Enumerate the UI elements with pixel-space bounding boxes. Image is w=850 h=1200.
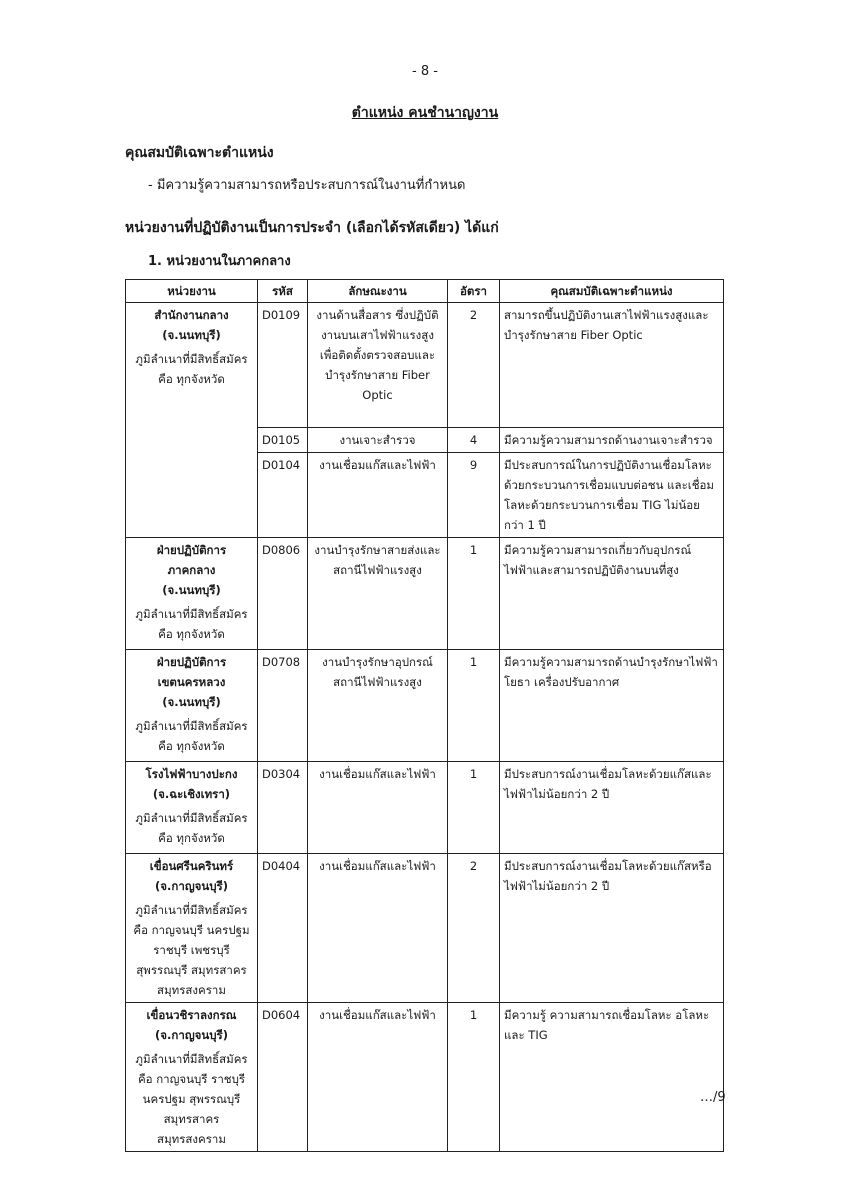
table-row [126, 1003, 724, 1152]
qualification-cell: มีประสบการณ์งานเชื่อมโลหะด้วยแก๊สและไฟฟ้าไม่น้อยกว่า 2 ปี [500, 762, 724, 854]
unit-eligibility-note: ภูมิลำเนาที่มีสิทธิ์สมัคร คือ ทุกจังหวัด [135, 719, 248, 753]
task-cell: งานเชื่อมแก๊สและไฟฟ้า [308, 854, 448, 1003]
unit-name-line: เขื่อนศรีนครินทร์ [149, 859, 234, 873]
code-cell: D0104 [258, 453, 308, 538]
task-cell: งานเจาะสำรวจ [308, 428, 448, 453]
qualification-cell: มีความรู้ ความสามารถเชื่อมโลหะ อโลหะ และ TIG [500, 1003, 724, 1152]
qualification-cell: มีความรู้ความสามารถด้านงานเจาะสำรวจ [500, 428, 724, 453]
qualification-cell: มีประสบการณ์ในการปฏิบัติงานเชื่อมโลหะด้วยกระบวนการเชื่อมแบบต่อชน และเชื่อมโลหะด้วยกระบวนการเชื่อม TIG ไม่น้อยกว่า 1 ปี [500, 453, 724, 538]
unit-province-line: (จ.นนทบุรี) [162, 328, 221, 342]
section-units-title: หน่วยงานที่ปฏิบัติงานเป็นการประจำ (เลือกได้รหัสเดียว) ได้แก่ [125, 220, 499, 236]
table-row [126, 303, 724, 428]
task-cell: งานบำรุงรักษาอุปกรณ์สถานีไฟฟ้าแรงสูง [308, 650, 448, 762]
unit-eligibility-note: ภูมิลำเนาที่มีสิทธิ์สมัคร คือ ทุกจังหวัด [135, 607, 248, 641]
rate-cell: 1 [448, 538, 500, 650]
qualification-bullet: - มีความรู้ความสามารถหรือประสบการณ์ในงานที่กำหนด [148, 178, 466, 193]
unit-eligibility-note: ภูมิลำเนาที่มีสิทธิ์สมัคร คือ กาญจนบุรี ราชบุรี นครปฐม สุพรรณบุรี สมุทรสาคร สมุทรสงคราม [135, 1052, 248, 1146]
task-cell: งานเชื่อมแก๊สและไฟฟ้า [308, 453, 448, 538]
unit-province-line: (จ.ฉะเชิงเทรา) [152, 787, 231, 801]
header-task: ลักษณะงาน [308, 280, 448, 303]
table-row [126, 650, 724, 762]
unit-name-line: สำนักงานกลาง [154, 308, 229, 322]
jobs-table [125, 279, 724, 1152]
rate-cell: 2 [448, 303, 500, 428]
unit-name-line: เขื่อนวชิราลงกรณ [146, 1008, 237, 1022]
position-heading: ตำแหน่ง คนชำนาญงาน [351, 105, 499, 121]
unit-province-line: (จ.นนทบุรี) [162, 695, 221, 709]
task-cell: งานบำรุงรักษาสายส่งและสถานีไฟฟ้าแรงสูง [308, 538, 448, 650]
unit-cell [126, 1003, 258, 1152]
table-row [126, 762, 724, 854]
page-number: - 8 - [412, 64, 438, 79]
header-unit: หน่วยงาน [126, 280, 258, 303]
unit-cell [126, 650, 258, 762]
rate-cell: 1 [448, 1003, 500, 1152]
next-page-marker: …/9 [700, 1090, 726, 1105]
table-header-row [126, 280, 724, 303]
section-qualifications-title: คุณสมบัติเฉพาะตำแหน่ง [125, 145, 274, 161]
unit-eligibility-note: ภูมิลำเนาที่มีสิทธิ์สมัคร คือ กาญจนบุรี นครปฐม ราชบุรี เพชรบุรี สุพรรณบุรี สมุทรสาคร สมุทรสงคราม [133, 903, 250, 997]
task-cell: งานเชื่อมแก๊สและไฟฟ้า [308, 1003, 448, 1152]
unit-cell [126, 854, 258, 1003]
code-cell: D0105 [258, 428, 308, 453]
rate-cell: 2 [448, 854, 500, 1003]
task-cell: งานเชื่อมแก๊สและไฟฟ้า [308, 762, 448, 854]
header-rate: อัตรา [448, 280, 500, 303]
unit-region-line: ภาคกลาง [167, 563, 216, 577]
code-cell: D0708 [258, 650, 308, 762]
unit-name-line: ฝ่ายปฏิบัติการ [156, 655, 227, 669]
unit-name-line: ฝ่ายปฏิบัติการ [156, 543, 227, 557]
qualification-cell: มีความรู้ความสามารถเกี่ยวกับอุปกรณ์ไฟฟ้าและสามารถปฏิบัติงานบนที่สูง [500, 538, 724, 650]
header-code: รหัส [258, 280, 308, 303]
code-cell: D0109 [258, 303, 308, 428]
unit-eligibility-note: ภูมิลำเนาที่มีสิทธิ์สมัคร คือ ทุกจังหวัด [135, 811, 248, 845]
header-qualification: คุณสมบัติเฉพาะตำแหน่ง [500, 280, 724, 303]
table-row [126, 538, 724, 650]
unit-cell [126, 538, 258, 650]
rate-cell: 4 [448, 428, 500, 453]
task-cell: งานด้านสื่อสาร ซึ่งปฏิบัติงานบนเสาไฟฟ้าแรงสูงเพื่อติดตั้งตรวจสอบและบำรุงรักษาสาย Fiber Optic [308, 303, 448, 428]
code-cell: D0806 [258, 538, 308, 650]
unit-cell [126, 762, 258, 854]
unit-eligibility-note: ภูมิลำเนาที่มีสิทธิ์สมัคร คือ ทุกจังหวัด [135, 352, 248, 386]
unit-province-line: (จ.กาญจนบุรี) [155, 879, 228, 893]
rate-cell: 1 [448, 762, 500, 854]
unit-region-line: เขตนครหลวง [157, 675, 226, 689]
qualification-cell: มีความรู้ความสามารถด้านบำรุงรักษาไฟฟ้าโยธา เครื่องปรับอากาศ [500, 650, 724, 762]
code-cell: D0404 [258, 854, 308, 1003]
qualification-cell: สามารถขึ้นปฏิบัติงานเสาไฟฟ้าแรงสูงและบำรุงรักษาสาย Fiber Optic [500, 303, 724, 428]
table-row [126, 854, 724, 1003]
unit-cell [126, 303, 258, 538]
unit-province-line: (จ.นนทบุรี) [162, 583, 221, 597]
rate-cell: 1 [448, 650, 500, 762]
unit-name-line: โรงไฟฟ้าบางปะกง [145, 767, 238, 781]
subsection-central-region: 1. หน่วยงานในภาคกลาง [148, 254, 291, 269]
code-cell: D0304 [258, 762, 308, 854]
qualification-cell: มีประสบการณ์งานเชื่อมโลหะด้วยแก๊สหรือไฟฟ้าไม่น้อยกว่า 2 ปี [500, 854, 724, 1003]
unit-province-line: (จ.กาญจนบุรี) [155, 1028, 228, 1042]
code-cell: D0604 [258, 1003, 308, 1152]
rate-cell: 9 [448, 453, 500, 538]
